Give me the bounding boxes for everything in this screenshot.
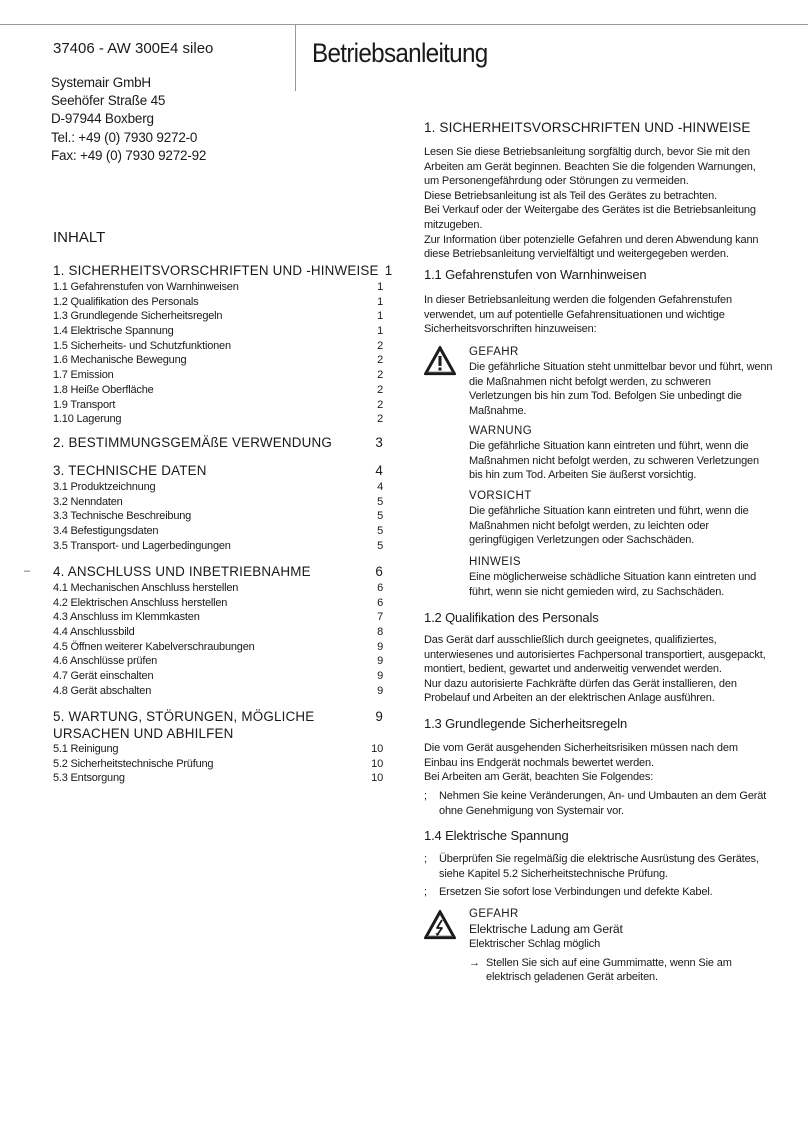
- toc-entry[interactable]: [53, 480, 383, 495]
- toc-entry[interactable]: [53, 280, 383, 295]
- toc-entry[interactable]: [53, 539, 383, 554]
- text-line: ohne Genehmigung von Systemair vor.: [439, 804, 624, 817]
- text-line: um Personengefährdung oder Störungen zu vermeiden.: [424, 175, 689, 188]
- toc-entry-label: 4.1 Mechanischen Anschluss herstellen: [53, 582, 239, 594]
- text-line: mitzugeben.: [424, 218, 483, 231]
- toc-entry-label: 5.3 Entsorgung: [53, 772, 125, 785]
- text-line: Maßnahmen nicht befolgt werden, zu schweren Verletzungen: [469, 454, 759, 467]
- section-heading: 1. SICHERHEITSVORSCHRIFTEN UND -HINWEISE: [424, 120, 751, 135]
- text-line: Überprüfen Sie regelmäßig die elektrische Ausrüstung des Gerätes,: [439, 853, 759, 865]
- toc-entry-label: 1.2 Qualifikation des Personals: [53, 295, 199, 308]
- toc-entry-page: 6: [377, 596, 383, 609]
- toc-entry-label: 3. TECHNISCHE DATEN: [53, 463, 207, 478]
- toc-entry[interactable]: [53, 309, 383, 324]
- intro-paragraph: [424, 145, 784, 262]
- text-line: In dieser Betriebsanleitung werden die folgenden Gefahrenstufen: [424, 294, 732, 306]
- text-line: Probelauf und Arbeiten an der elektrischen Anlage ausführen.: [424, 692, 715, 705]
- margin-mark: –: [24, 565, 31, 577]
- toc-entry-label: 4.6 Anschlüsse prüfen: [53, 655, 158, 668]
- toc-entry-page: 6: [377, 582, 383, 594]
- toc-entry[interactable]: [53, 640, 383, 655]
- header-divider: [295, 24, 296, 91]
- toc-entry-label: 5.1 Reinigung: [53, 743, 119, 755]
- text-line: Ersetzen Sie sofort lose Verbindungen und defekte Kabel.: [439, 886, 713, 899]
- hazard-subtitle: Elektrische Ladung am Gerät: [469, 922, 623, 936]
- subsection-heading: 1.1 Gefahrenstufen von Warnhinweisen: [424, 267, 647, 282]
- toc-entry[interactable]: [53, 495, 383, 510]
- text-line: Diese Betriebsanleitung ist als Teil des Gerätes zu betrachten.: [424, 189, 718, 202]
- toc-entry[interactable]: [53, 771, 383, 786]
- toc-entry-label: 1.1 Gefahrenstufen von Warnhinweisen: [53, 281, 239, 293]
- text-line: Zur Information über potenzielle Gefahren und deren Abwendung kann: [424, 233, 759, 246]
- toc-entry-page: 1: [377, 325, 383, 338]
- text-line: Die gefährliche Situation steht unmittelbar bevor und führt, wenn: [469, 361, 773, 373]
- toc-entry-page: 2: [377, 413, 383, 426]
- toc-entry-page: 1: [384, 263, 393, 278]
- text-line: Eine möglicherweise schädliche Situation kann eintreten und: [469, 571, 757, 583]
- toc-section-4: [53, 563, 383, 699]
- list-item: [424, 885, 784, 900]
- text-line: führt, wenn sie nicht gemieden wird, zu Sachschäden.: [469, 585, 725, 598]
- toc-entry-page: 1: [377, 310, 383, 323]
- text-line: verwendet, um auf potentielle Gefahrensituationen und wichtige: [424, 308, 725, 321]
- hazard-level-name: GEFAHR: [469, 908, 519, 920]
- text-line: Sicherheitsvorschriften hinzuweisen:: [424, 323, 597, 336]
- phone: Tel.: +49 (0) 7930 9272-0: [51, 129, 198, 145]
- toc-entry-page: 9: [377, 670, 383, 683]
- toc-entry-page: 9: [377, 684, 383, 697]
- bullet-mark: ;: [424, 886, 427, 899]
- toc-entry[interactable]: [53, 625, 383, 640]
- toc-entry-label: 3.4 Befestigungsdaten: [53, 525, 159, 538]
- toc-entry-label: 4.8 Gerät abschalten: [53, 684, 152, 697]
- toc-entry-page: 7: [377, 611, 383, 624]
- toc-entry-page: 4: [375, 463, 383, 478]
- bullet-list: [424, 789, 784, 818]
- hazard-level-caution: [469, 489, 789, 548]
- toc-entry-page: 10: [371, 743, 383, 755]
- toc-entry[interactable]: [53, 353, 383, 368]
- text-line: unterwiesenes und autorisiertes Fachpersonal transportiert, ausgepackt,: [424, 648, 766, 661]
- toc-entry-label: 3.1 Produktzeichnung: [53, 481, 156, 493]
- toc-entry-label: 1.10 Lagerung: [53, 413, 122, 426]
- toc-entry-label: 1.5 Sicherheits- und Schutzfunktionen: [53, 339, 231, 352]
- toc-entry-label: 3.3 Technische Beschreibung: [53, 510, 192, 523]
- toc-entry-page: 9: [377, 640, 383, 653]
- toc-entry[interactable]: [53, 610, 383, 625]
- text-line: Lesen Sie diese Betriebsanleitung sorgfältig durch, bevor Sie mit den: [424, 146, 750, 158]
- text-line: Die gefährliche Situation kann eintreten und führt, wenn die: [469, 505, 749, 517]
- toc-entry[interactable]: [53, 596, 383, 611]
- hazard-level-text: [469, 570, 789, 599]
- toc-entry-label: [53, 708, 314, 742]
- toc-entry-page: 10: [371, 757, 383, 770]
- hazard-measure: [469, 956, 789, 985]
- toc-entry-label: 2. BESTIMMUNGSGEMÄßE VERWENDUNG: [53, 435, 333, 450]
- text-line: montiert, bedient, gewartet und anderweitig verwendet werden.: [424, 663, 722, 676]
- text-line: Das Gerät darf ausschließlich durch geeignetes, qualifiziertes,: [424, 634, 717, 646]
- toc-entry-page: 2: [377, 398, 383, 411]
- paragraph: [424, 741, 784, 785]
- hazard-level-text: [469, 504, 789, 548]
- text-line: Bei Verkauf oder der Weitergabe des Gerätes ist die Betriebsanleitung: [424, 204, 756, 217]
- toc-entry-page: 1: [377, 295, 383, 308]
- toc-entry-label: 1.9 Transport: [53, 398, 116, 411]
- text-line: siehe Kapitel 5.2 Sicherheitstechnische Prüfung.: [439, 867, 668, 880]
- toc-entry[interactable]: [53, 398, 383, 413]
- toc-section-1: [53, 262, 393, 427]
- toc-entry-main[interactable]: [53, 434, 383, 452]
- text-line: Die gefährliche Situation kann eintreten und führt, wenn die: [469, 440, 749, 452]
- toc-entry[interactable]: [53, 684, 383, 699]
- toc-entry[interactable]: [53, 412, 383, 427]
- bullet-mark: ;: [424, 853, 427, 865]
- toc-heading: INHALT: [53, 229, 106, 246]
- fax: Fax: +49 (0) 7930 9272-92: [51, 147, 207, 163]
- text-line: Nur dazu autorisierte Fachkräfte dürfen das Gerät installieren, den: [424, 677, 737, 690]
- toc-entry-main[interactable]: [53, 262, 393, 280]
- city: D-97944 Boxberg: [51, 111, 154, 127]
- toc-entry-label: 4.7 Gerät einschalten: [53, 670, 154, 683]
- text-line: Einbau ins Endgerät nochmals bewertet werden.: [424, 756, 654, 769]
- subsection-heading: 1.3 Grundlegende Sicherheitsregeln: [424, 716, 628, 731]
- toc-entry-label: 1.3 Grundlegende Sicherheitsregeln: [53, 310, 223, 323]
- warning-triangle-icon: [423, 345, 457, 376]
- toc-entry-page: 5: [377, 495, 383, 508]
- header-rule: [0, 24, 808, 25]
- text-line: bis hin zum Tod. Arbeiten Sie äußerst vorsichtig.: [469, 469, 697, 482]
- toc-entry[interactable]: [53, 524, 383, 539]
- hazard-cause: Elektrischer Schlag möglich: [469, 938, 601, 950]
- toc-entry-label: 4.4 Anschlussbild: [53, 626, 135, 639]
- list-item: [424, 852, 784, 881]
- text-line: diese Betriebsanleitung vervielfältigt und weitergegeben werden.: [424, 248, 729, 261]
- hazard-level-text: [469, 439, 789, 483]
- toc-entry-page: 3: [375, 435, 383, 450]
- hazard-level-name: GEFAHR: [469, 346, 519, 358]
- toc-entry-main[interactable]: [53, 563, 383, 581]
- toc-entry-page: 8: [377, 626, 383, 639]
- toc-entry-label: 4. ANSCHLUSS UND INBETRIEBNAHME: [53, 564, 311, 579]
- text-line: elektrisch geladenen Gerät arbeiten.: [486, 971, 658, 984]
- toc-section-5: [53, 708, 383, 786]
- hazard-level-name: VORSICHT: [469, 490, 532, 502]
- hazard-level-notice: [469, 555, 789, 599]
- toc-entry-label: 5.2 Sicherheitstechnische Prüfung: [53, 757, 214, 770]
- hazard-level-warning: [469, 424, 789, 483]
- toc-entry-label: 1.6 Mechanische Bewegung: [53, 354, 187, 367]
- toc-entry-page: 2: [377, 369, 383, 382]
- toc-section-2: [53, 434, 383, 452]
- company-name: Systemair GmbH: [51, 75, 151, 90]
- text-line: Arbeiten am Gerät beginnen. Beachten Sie die folgenden Warnungen,: [424, 160, 756, 173]
- arrow-right-icon: →: [469, 956, 480, 969]
- toc-entry-page: 5: [377, 539, 383, 552]
- list-item: [424, 789, 784, 818]
- toc-entry-page: 4: [377, 481, 383, 493]
- text-line: Stellen Sie sich auf eine Gummimatte, wenn Sie am: [486, 956, 732, 969]
- document-title: Betriebsanleitung: [312, 38, 488, 68]
- hazard-electrical: [469, 907, 789, 985]
- toc-entry-label: 1.7 Emission: [53, 369, 114, 382]
- hazard-level-danger: [469, 345, 789, 418]
- toc-entry-page: 2: [377, 354, 383, 367]
- toc-entry[interactable]: [53, 368, 383, 383]
- toc-entry-page: 9: [375, 709, 383, 724]
- toc-entry-page: 5: [377, 510, 383, 523]
- subsection-heading: 1.4 Elektrische Spannung: [424, 828, 569, 843]
- toc-entry[interactable]: [53, 757, 383, 772]
- text-line: Nehmen Sie keine Veränderungen, An- und Umbauten an dem Gerät: [439, 790, 767, 802]
- toc-entry[interactable]: [53, 742, 383, 757]
- text-line: Die vom Gerät ausgehenden Sicherheitsrisiken müssen nach dem: [424, 742, 738, 754]
- text-line: geringfügigen Verletzungen oder Sachschäden.: [469, 534, 695, 547]
- toc-entry[interactable]: [53, 339, 383, 354]
- toc-entry-page: 2: [377, 339, 383, 352]
- hazard-level-text: [469, 360, 789, 418]
- toc-entry-label: 1.4 Elektrische Spannung: [53, 325, 174, 338]
- toc-entry-label: 4.5 Öffnen weiterer Kabelverschraubungen: [53, 640, 255, 653]
- text-line: die Maßnahmen nicht befolgt werden, zu schweren: [469, 375, 711, 388]
- bullet-list: [424, 852, 784, 900]
- bullet-mark: ;: [424, 790, 427, 802]
- hazard-level-name: HINWEIS: [469, 556, 521, 568]
- toc-entry-label-line: URSACHEN UND ABHILFEN: [53, 726, 234, 741]
- toc-entry[interactable]: [53, 654, 383, 669]
- subsection-heading: 1.2 Qualifikation des Personals: [424, 610, 599, 625]
- toc-entry-label: 3.2 Nenndaten: [53, 495, 123, 508]
- toc-entry-label: 3.5 Transport- und Lagerbedingungen: [53, 539, 231, 552]
- toc-entry-page: 5: [377, 525, 383, 538]
- toc-entry[interactable]: [53, 509, 383, 524]
- toc-entry-label: 4.3 Anschluss im Klemmkasten: [53, 611, 200, 624]
- toc-entry-page: 9: [377, 655, 383, 668]
- street: Seehöfer Straße 45: [51, 93, 166, 109]
- toc-entry[interactable]: [53, 669, 383, 684]
- paragraph: [424, 633, 784, 706]
- toc-entry-page: 10: [371, 772, 383, 785]
- toc-entry[interactable]: [53, 581, 383, 596]
- text-line: Bei Arbeiten am Gerät, beachten Sie Folgendes:: [424, 771, 654, 784]
- toc-entry[interactable]: [53, 324, 383, 339]
- toc-entry-label: 1. SICHERHEITSVORSCHRIFTEN UND -HINWEISE: [53, 263, 379, 278]
- text-line: Maßnahme.: [469, 404, 527, 417]
- text-line: Verletzungen bis hin zum Tod. Befolgen Sie unbedingt die: [469, 390, 742, 403]
- hazard-level-name: WARNUNG: [469, 425, 533, 437]
- toc-entry-label-line: 5. WARTUNG, STÖRUNGEN, MÖGLICHE: [53, 709, 315, 724]
- electrical-hazard-icon: [423, 909, 457, 940]
- toc-entry-page: 1: [377, 281, 383, 293]
- toc-entry-page: 6: [375, 564, 383, 579]
- toc-entry-main[interactable]: [53, 462, 383, 480]
- company-address: [51, 74, 206, 165]
- toc-entry[interactable]: [53, 383, 383, 398]
- toc-entry-page: 2: [377, 383, 383, 396]
- toc-entry-main[interactable]: [53, 708, 383, 742]
- paragraph: [424, 293, 784, 337]
- toc-entry-label: 4.2 Elektrischen Anschluss herstellen: [53, 596, 228, 609]
- product-name: 37406 - AW 300E4 sileo: [53, 40, 214, 57]
- toc-entry-label: 1.8 Heiße Oberfläche: [53, 383, 154, 396]
- toc-section-3: [53, 462, 383, 553]
- text-line: Maßnahmen nicht befolgt werden, zu leichten oder: [469, 519, 709, 532]
- toc-entry[interactable]: [53, 295, 383, 310]
